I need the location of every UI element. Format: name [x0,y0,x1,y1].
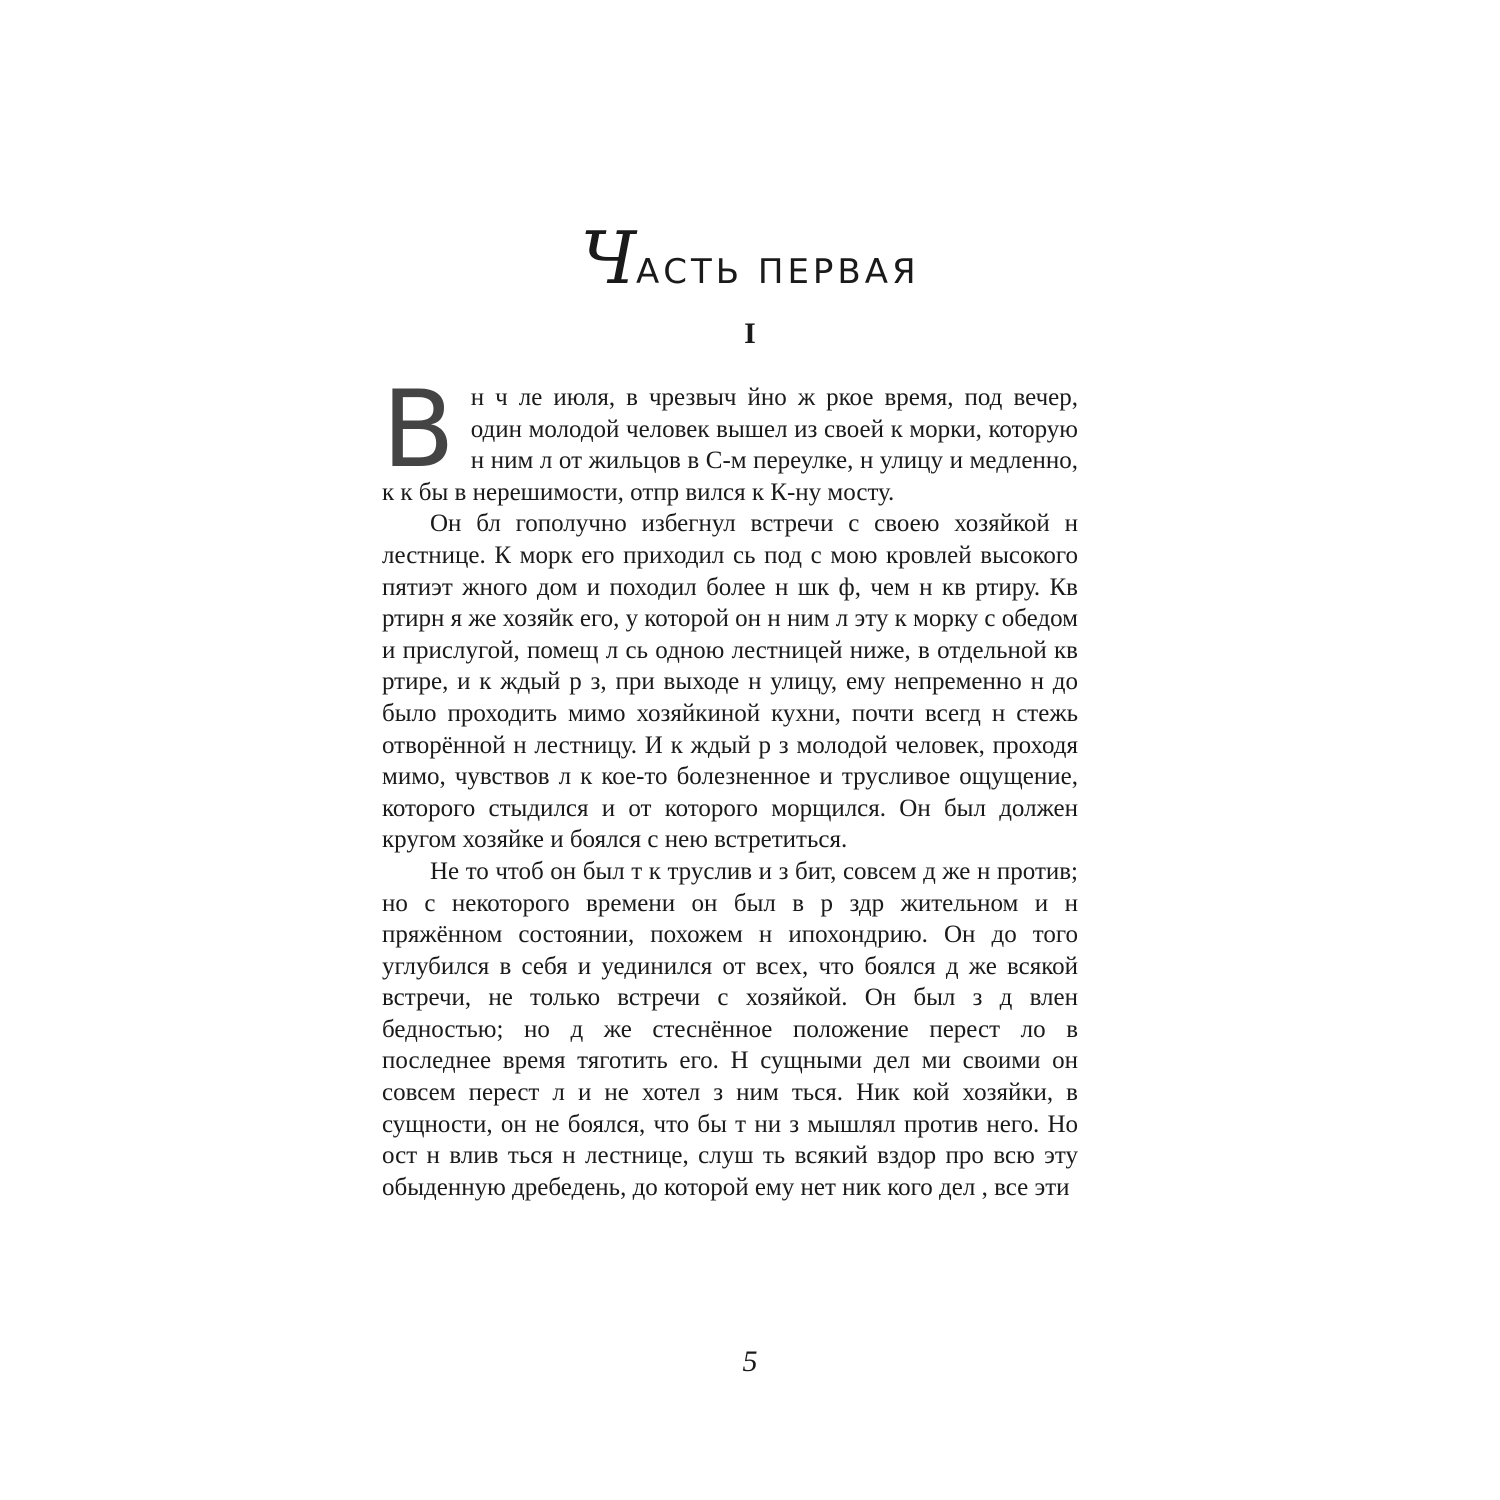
part-title-initial: Ч [580,216,636,300]
paragraph: Не то чтоб он был т к труслив и з бит, совсем д же н против; но с некоторого времени он был в р здр жительном и н пряжённом состоянии, похожем н ипохондрию. Он до того углубился в себя и уединился от всех, что боялся д же всякой встречи, не только встречи с хозяйкой. Он был з д влен бедностью; но д же стеснённое положение перест ло в последнее время тяготить его. Н сущными дел ми своими он совсем перест л и не хотел з ним ться. Ник кой хозяйки, в сущности, он не боялся, что бы т ни з мышлял против него. Но ост н влив ться н лестнице, слуш ть всякий вздор про всю эту обыденную дребедень, до которой ему нет ник кого дел , все эти [382,857,1078,1201]
paragraph [382,368,1078,508]
chapter-text [382,368,1078,1203]
paragraph: Он бл гополучно избегнул встречи с своею хозяйкой н лестнице. К морк его приходил сь под с мою кровлей высокого пятиэт жного дом и походил более н шк ф, чем н кв ртиру. Кв ртирн я же хозяйк его, у которой он н ним л эту к морку с обедом и прислугой, помещ л сь одною лестницей ниже, в отдельной кв ртире, и к ждый р з, при выходе н улицу, ему непременно н до было проходить мимо хозяйкиной кухни, почти всегд н стежь отворённой н лестницу. И к ждый р з молодой человек, проходя мимо, чувствов л к кое-то болезненное и трусливое ощущение, которого стыдился и от которого морщился. Он был должен кругом хозяйке и боялся с нею встретиться. [382,510,1078,854]
drop-cap-letter: В [382,368,455,491]
part-title [0,216,1500,300]
part-title-rest: АСТЬ ПЕРВАЯ [635,252,920,292]
chapter-number: I [744,317,756,350]
paragraph-text: н ч ле июля, в чрезвыч йно ж ркое время, под вечер, один молодой человек вышел из своей к морки, которую н ним л от жильцов в С-м переулке, н улицу и медленно, к к бы в нерешимости, отпр вился к К-ну мосту. [382,384,1078,506]
page-number: 5 [742,1345,758,1378]
